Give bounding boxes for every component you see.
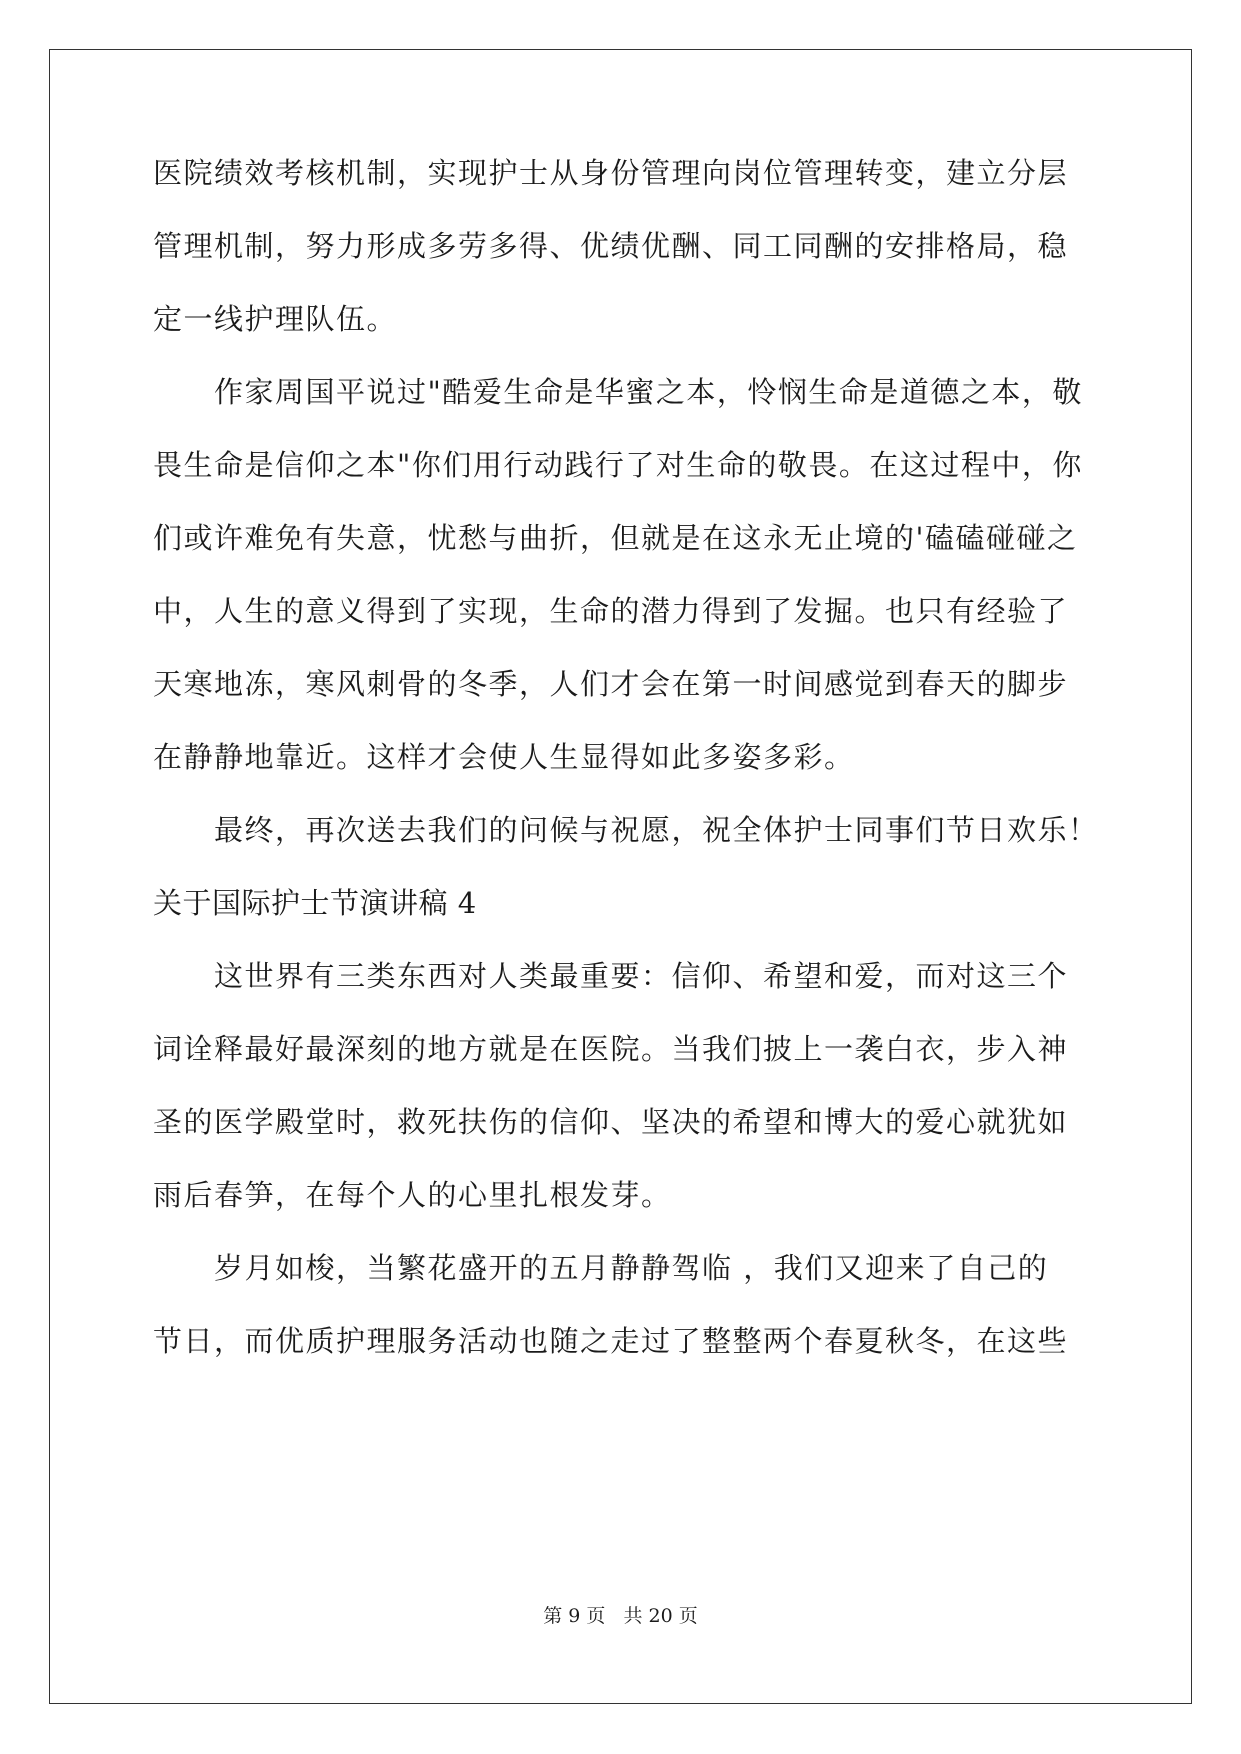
paragraph-start-line: 作家周国平说过"酷爱生命是华蜜之本，怜悯生命是道德之本，敬 [214, 375, 1083, 409]
section-heading: 关于国际护士节演讲稿 4 [153, 886, 477, 920]
text-line: 词诠释最好最深刻的地方就是在医院。当我们披上一袭白衣，步入神 [153, 1032, 1069, 1066]
text-line: 们或许难免有失意，忧愁与曲折，但就是在这永无止境的'磕磕碰碰之 [153, 521, 1078, 555]
text-line: 定一线护理队伍。 [153, 302, 398, 336]
text-line: 中，人生的意义得到了实现，生命的潜力得到了发掘。也只有经验了 [153, 594, 1069, 628]
text-line: 医院绩效考核机制，实现护士从身份管理向岗位管理转变，建立分层 [153, 156, 1069, 190]
page-number: 第 9 页 [543, 1605, 606, 1627]
text-line: 圣的医学殿堂时，救死扶伤的信仰、坚决的希望和博大的爱心就犹如 [153, 1105, 1069, 1139]
text-line: 节日，而优质护理服务活动也随之走过了整整两个春夏秋冬，在这些 [153, 1324, 1069, 1358]
text-line: 在静静地靠近。这样才会使人生显得如此多姿多彩。 [153, 740, 855, 774]
paragraph-start-line: 岁月如梭，当繁花盛开的五月静静驾临 ，我们又迎来了自己的 [214, 1251, 1049, 1285]
page-footer [0, 1604, 1241, 1628]
text-line: 雨后春笋，在每个人的心里扎根发芽。 [153, 1178, 672, 1212]
paragraph-start-line: 最终，再次送去我们的问候与祝愿，祝全体护士同事们节日欢乐！ [214, 813, 1099, 847]
text-line: 管理机制，努力形成多劳多得、优绩优酬、同工同酬的安排格局，稳 [153, 229, 1069, 263]
total-pages: 共 20 页 [623, 1605, 698, 1627]
text-line: 天寒地冻，寒风刺骨的冬季，人们才会在第一时间感觉到春天的脚步 [153, 667, 1069, 701]
page-border [49, 49, 1192, 1704]
text-line: 畏生命是信仰之本"你们用行动践行了对生命的敬畏。在这过程中，你 [153, 448, 1083, 482]
paragraph-start-line: 这世界有三类东西对人类最重要：信仰、希望和爱，而对这三个 [214, 959, 1069, 993]
